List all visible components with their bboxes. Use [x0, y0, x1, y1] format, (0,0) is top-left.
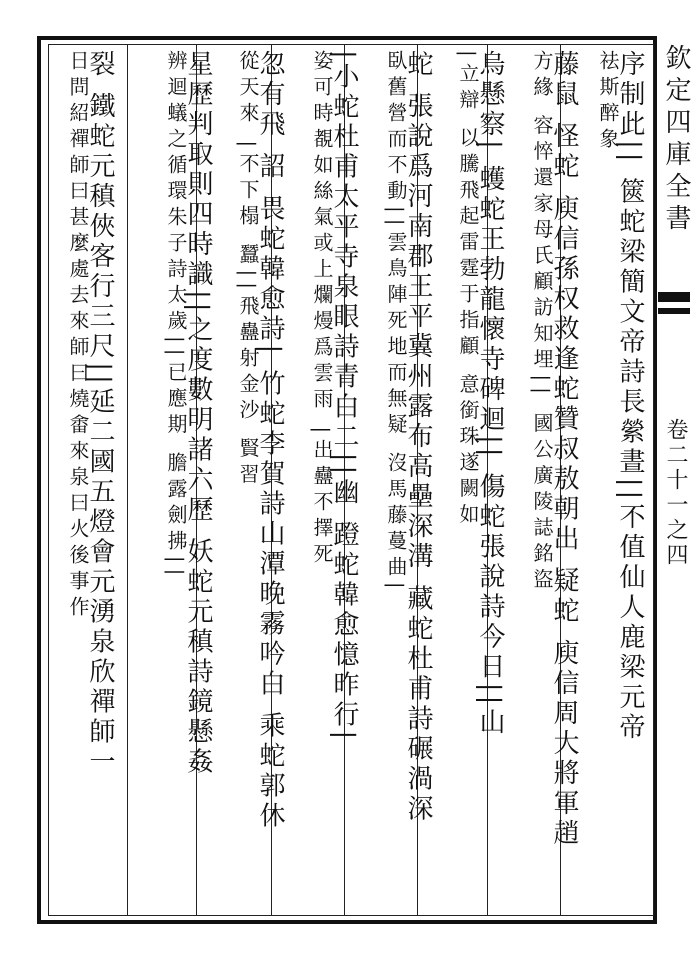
text-column-3: [452, 50, 507, 912]
column-main-text: 裂 鐵蛇元稹俠客行三尺||延二國五燈會元湧泉欣禪師一: [85, 50, 115, 778]
text-column-7: [160, 50, 215, 912]
column-main-text: 星歷判取則四時識||之度數明諸六歷 妖蛇元稹詩鏡懸姦: [183, 50, 213, 778]
column-main-text: 忽有飛 詔 畏蛇韓愈詩| 竹蛇李賀詩山潭晚霧吟白 乘蛇郭休: [255, 50, 285, 832]
column-main-text: 蛇 張說爲河南郡王平冀州露布高壘深溝 藏蛇杜甫詩碾渦深: [403, 50, 433, 825]
column-annotation: 日問紹禪師曰甚麼處去來師曰燒畬來泉曰火後事作: [66, 50, 90, 622]
column-main-text: |小蛇杜甫太平寺泉眼詩青白二||幽 蹬蛇韓愈憶昨行|: [329, 50, 359, 744]
column-main-text: 藤鼠 怪蛇 庾信孫权救逢蛇贊叔敖朝出 疑蛇 庾信周大將軍趙: [549, 50, 579, 850]
text-column-6: [232, 50, 287, 912]
column-annotation: 從天來 |不下榻 蠶||飛蠱射金沙 賢習: [236, 50, 260, 490]
fishtail-bar: [658, 308, 690, 314]
text-column-4: [380, 50, 435, 912]
text-column-5: [306, 50, 361, 912]
column-annotation: |立辯 以騰飛起雷霆于指顧 意銜珠遂闕如: [456, 50, 480, 530]
column-main-text: 烏懸察| 蠖蛇王勃龍懷寺碑迴|| 傷蛇張說詩今日||山: [475, 50, 505, 739]
margin-volume: 卷二十一之四: [663, 418, 688, 568]
text-column-1: [592, 50, 647, 912]
column-annotation: 姿可時覩如絲氣或上爛熳爲雲雨 |出蠱不擇死: [310, 50, 334, 570]
text-column-8: [62, 50, 117, 912]
column-annotation: 臥舊營而不動||雲鳥陣死地而無疑 沒馬藤蔓曲|: [384, 50, 408, 595]
column-main-text: 序制此|| 篋蛇梁簡文帝詩長縈晝||不值仙人鹿梁元帝: [615, 50, 645, 744]
column-annotation: 方緣 容悴還家母氏顧訪知埋|| 國公廣陵誌銘盜: [530, 50, 554, 595]
column-annotation: 祛斯醉象: [596, 50, 620, 154]
fishtail-mark: [658, 292, 693, 322]
fishtail-bar: [658, 292, 690, 302]
margin-header: 欽定四庫全書: [661, 44, 691, 236]
column-annotation: 辨迴蟻之循環朱子詩太歲||已應期 膽露劍拂||: [164, 50, 188, 582]
column-rule: [127, 44, 128, 916]
text-column-2: [526, 50, 581, 912]
